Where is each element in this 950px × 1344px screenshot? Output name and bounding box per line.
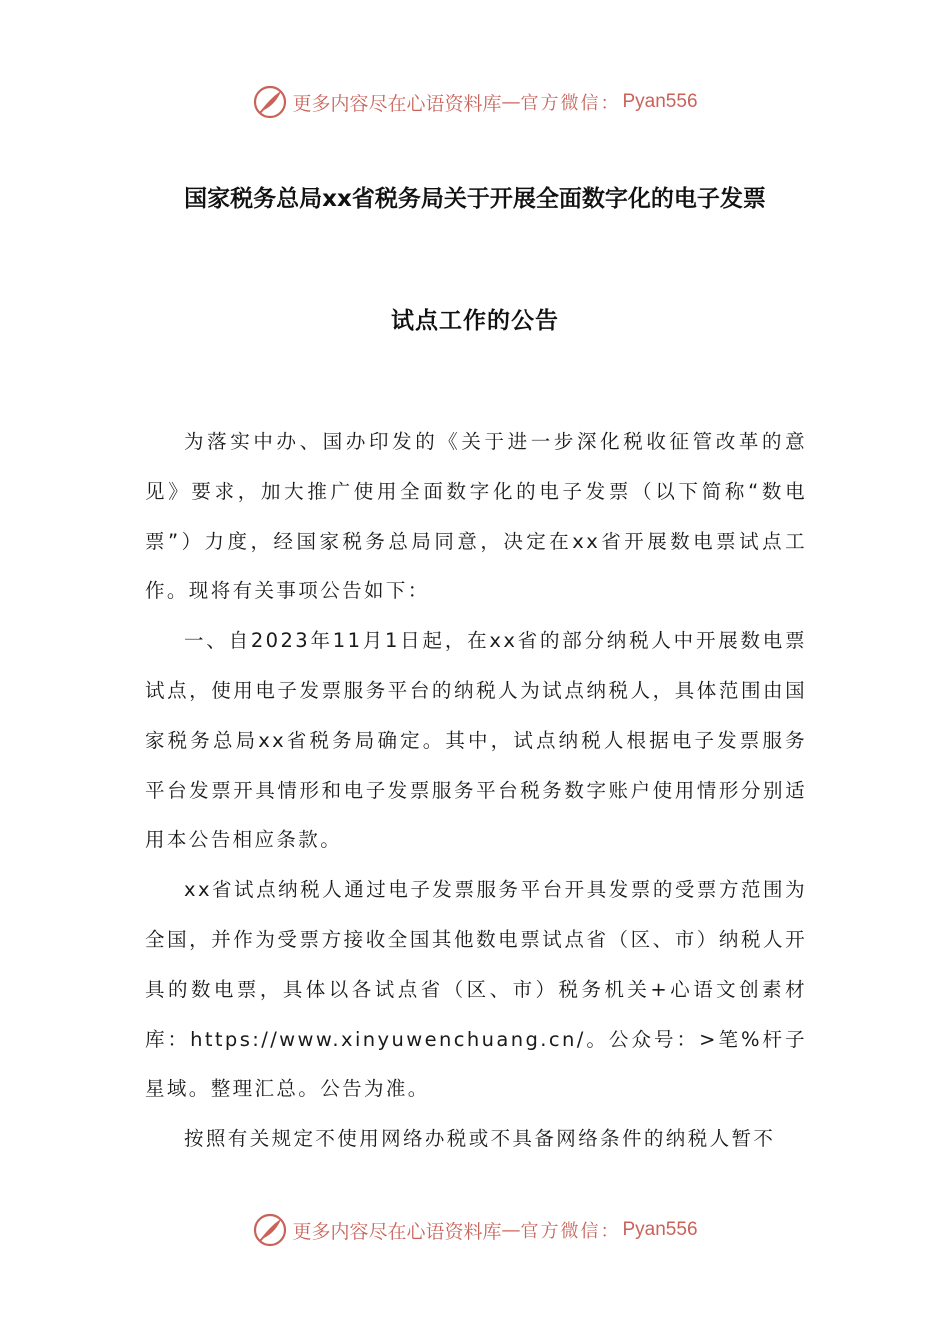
paragraph-offline: 按照有关规定不使用网络办税或不具备网络条件的纳税人暂不 xyxy=(184,1127,776,1151)
watermark-dash: — xyxy=(501,1219,521,1241)
watermark-wechat-id: Pyan556 xyxy=(622,1219,698,1240)
document-title-line-2: 试点工作的公告 xyxy=(391,308,559,334)
paragraph-scope: xx省试点纳税人通过电子发票服务平台开具发票的受票方范围为全国，并作为受票方接收全国其他数电票试点省（区、市）纳税人开具的数电票，具体以各试点省（区、市）税务机关+心语文创素材库：https://www.xinyuwenchuang.cn/。公众号：>笔%杆子星域。整理汇总。公告为准。 xyxy=(145,878,807,1101)
document-body xyxy=(145,417,807,1164)
document-title-line-1: 国家税务总局xx省税务局关于开展全面数字化的电子发票 xyxy=(184,186,766,212)
quill-logo-icon xyxy=(252,84,288,120)
watermark-dash: — xyxy=(501,91,521,113)
header-watermark xyxy=(0,82,950,122)
watermark-main-text: 更多内容尽在心语资料库 xyxy=(292,1220,502,1243)
quill-logo-icon xyxy=(252,1212,288,1248)
footer-watermark xyxy=(0,1210,950,1250)
watermark-wechat-id: Pyan556 xyxy=(622,91,698,112)
paragraph-item-1: 一、自2023年11月1日起，在xx省的部分纳税人中开展数电票试点，使用电子发票服务平台的纳税人为试点纳税人，具体范围由国家税务总局xx省税务局确定。其中，试点纳税人根据电子发票服务平台发票开具情形和电子发票服务平台税务数字账户使用情形分别适用本公告相应条款。 xyxy=(145,629,807,852)
paragraph-intro: 为落实中办、国办印发的《关于进一步深化税收征管改革的意见》要求，加大推广使用全面数字化的电子发票（以下简称“数电票”）力度，经国家税务总局同意，决定在xx省开展数电票试点工作。现将有关事项公告如下： xyxy=(145,430,807,603)
watermark-wechat-label: 官方微信： xyxy=(520,1221,621,1242)
watermark-main-text: 更多内容尽在心语资料库 xyxy=(292,92,502,115)
watermark-wechat-label: 官方微信： xyxy=(520,93,621,114)
